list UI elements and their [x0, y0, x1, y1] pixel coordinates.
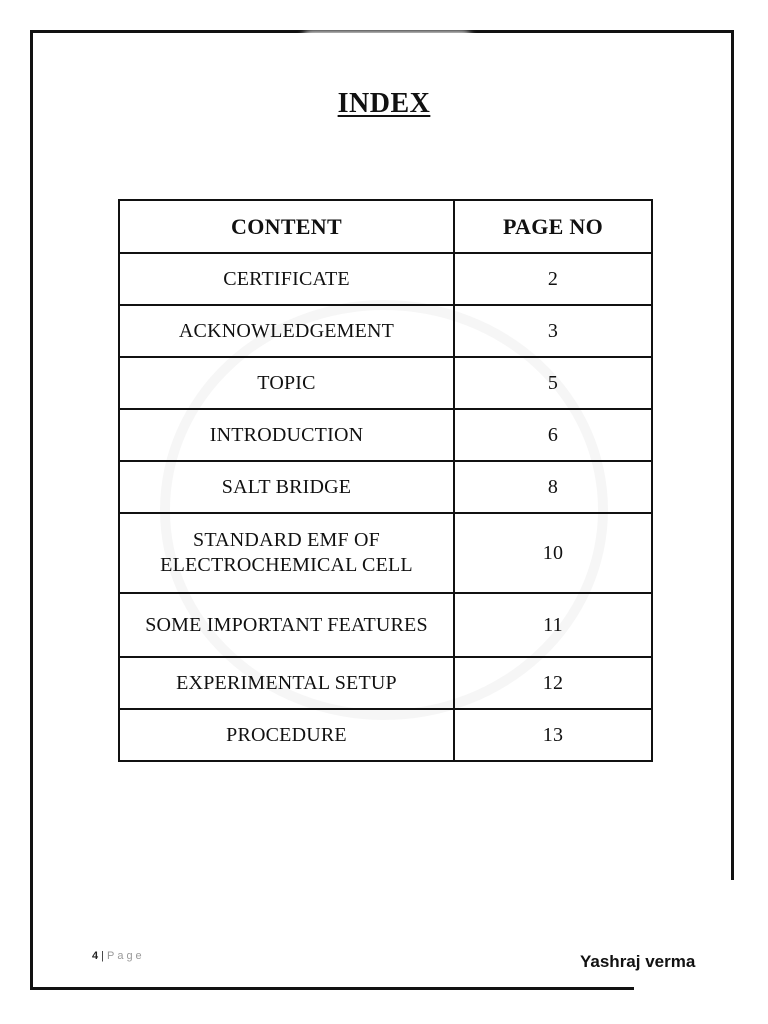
row-page: 2: [454, 253, 652, 305]
footer-page-word: Page: [106, 950, 145, 962]
column-header-content: CONTENT: [119, 200, 454, 253]
row-page: 3: [454, 305, 652, 357]
table-row: [119, 513, 652, 593]
row-content: EXPERIMENTAL SETUP: [119, 657, 454, 709]
redacted-area-top: [302, 34, 472, 68]
row-content: PROCEDURE: [119, 709, 454, 761]
page-title: INDEX: [337, 88, 431, 119]
table-row: [119, 305, 652, 357]
row-content: SALT BRIDGE: [119, 461, 454, 513]
index-table: [118, 199, 653, 762]
row-page: 11: [454, 593, 652, 657]
table-row: [119, 709, 652, 761]
footer-separator: |: [101, 950, 104, 962]
row-page: 10: [454, 513, 652, 593]
redacted-area-bottom: [96, 828, 674, 898]
row-content: TOPIC: [119, 357, 454, 409]
row-content: STANDARD EMF OF ELECTROCHEMICAL CELL: [119, 513, 454, 593]
row-content: SOME IMPORTANT FEATURES: [119, 593, 454, 657]
column-header-page-no: PAGE NO: [454, 200, 652, 253]
footer-page-number: 4: [92, 950, 99, 962]
table-header-row: [119, 200, 652, 253]
row-content: INTRODUCTION: [119, 409, 454, 461]
table-row: [119, 409, 652, 461]
author-name: Yashraj verma: [580, 952, 696, 971]
row-content: ACKNOWLEDGEMENT: [119, 305, 454, 357]
table-row: [119, 253, 652, 305]
table-row: [119, 657, 652, 709]
row-page: 13: [454, 709, 652, 761]
row-page: 12: [454, 657, 652, 709]
page-footer: [92, 950, 145, 962]
row-content: CERTIFICATE: [119, 253, 454, 305]
table-row: [119, 593, 652, 657]
table-row: [119, 461, 652, 513]
row-page: 5: [454, 357, 652, 409]
table-row: [119, 357, 652, 409]
row-page: 8: [454, 461, 652, 513]
row-page: 6: [454, 409, 652, 461]
